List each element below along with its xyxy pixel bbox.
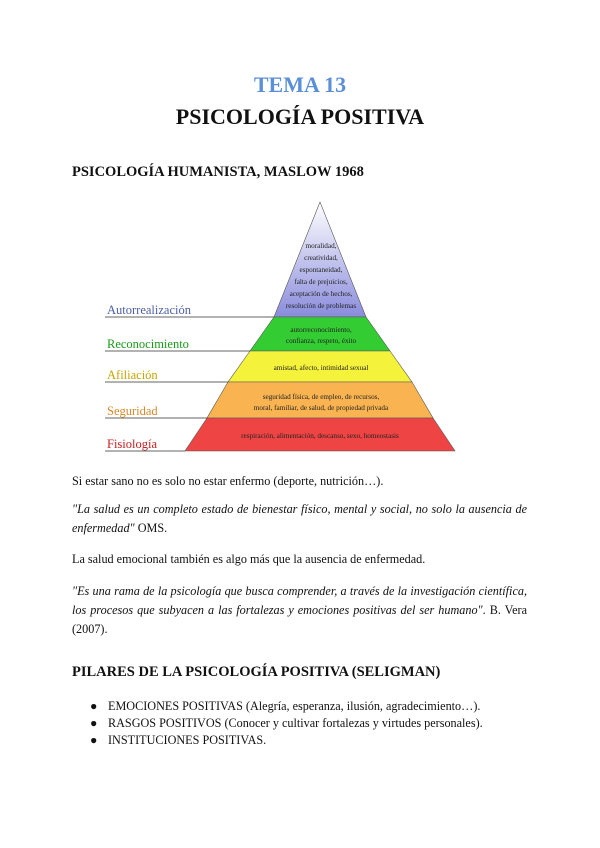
who-quote: "La salud es un completo estado de bienestar físico, mental y social, no solo la ausencia de enfermedad" <box>72 502 527 535</box>
paragraph-vera-quote <box>72 582 527 639</box>
level-text: amistad, afecto, intimidad sexual <box>273 364 369 372</box>
list-item <box>90 698 568 715</box>
level-text: autorreconocimiento, <box>290 326 352 334</box>
level-text: seguridad física, de empleo, de recursos, <box>262 393 380 401</box>
section-heading-pilares: PILARES DE LA PSICOLOGÍA POSITIVA (SELIGMAN) <box>72 664 441 680</box>
maslow-pyramid <box>105 196 490 458</box>
pyramid-label-autorrealizacion: Autorrealización <box>107 303 191 317</box>
list-item-text: INSTITUCIONES POSITIVAS. <box>108 733 267 747</box>
list-item <box>90 732 568 749</box>
vera-source: . B. Vera (2007). <box>72 603 527 636</box>
level-text: moralidad, <box>305 242 337 250</box>
bullet: ● <box>90 733 98 747</box>
level-text: creatividad, <box>304 254 338 262</box>
list-item-text: EMOCIONES POSITIVAS (Alegría, esperanza, ilusión, agradecimiento…). <box>108 699 481 713</box>
level-text: aceptación de hechos, <box>289 290 353 298</box>
level-text: moral, familiar, de salud, de propiedad privada <box>253 404 389 412</box>
bullet: ● <box>90 699 98 713</box>
bullet: ● <box>90 716 98 730</box>
pyramid-label-reconocimiento: Reconocimiento <box>107 337 189 351</box>
level-text: resolución de problemas <box>285 302 357 310</box>
level-text: espontaneidad, <box>299 266 343 274</box>
paragraph-who-quote <box>72 500 527 538</box>
level-text: respiración, alimentación, descanso, sexo, homeostasis <box>241 432 399 440</box>
pyramid-label-seguridad: Seguridad <box>107 404 158 418</box>
pyramid-level-reconocimiento <box>250 317 390 351</box>
who-source: OMS. <box>134 521 168 535</box>
paragraph-health: Si estar sano no es solo no estar enfermo (deporte, nutrición…). <box>72 474 384 488</box>
pyramid-label-fisiologia: Fisiología <box>107 437 158 451</box>
topic-number: TEMA 13 <box>253 72 347 97</box>
level-text: falta de prejuicios, <box>294 278 348 286</box>
section-heading-maslow: PSICOLOGÍA HUMANISTA, MASLOW 1968 <box>72 164 364 180</box>
level-text: confianza, respeto, éxito <box>285 337 357 345</box>
paragraph-emotional-health: La salud emocional también es algo más que la ausencia de enfermedad. <box>72 552 426 566</box>
pyramid-label-afiliacion: Afiliación <box>107 368 158 382</box>
page-title: PSICOLOGÍA POSITIVA <box>175 104 425 129</box>
pillars-list <box>72 698 568 749</box>
vera-quote: "Es una rama de la psicología que busca comprender, a través de la investigación científica, los procesos que subyacen a las fortalezas y emociones positivas del ser humano" <box>72 584 527 617</box>
list-item <box>90 715 568 732</box>
list-item-text: RASGOS POSITIVOS (Conocer y cultivar fortalezas y virtudes personales). <box>108 716 483 730</box>
